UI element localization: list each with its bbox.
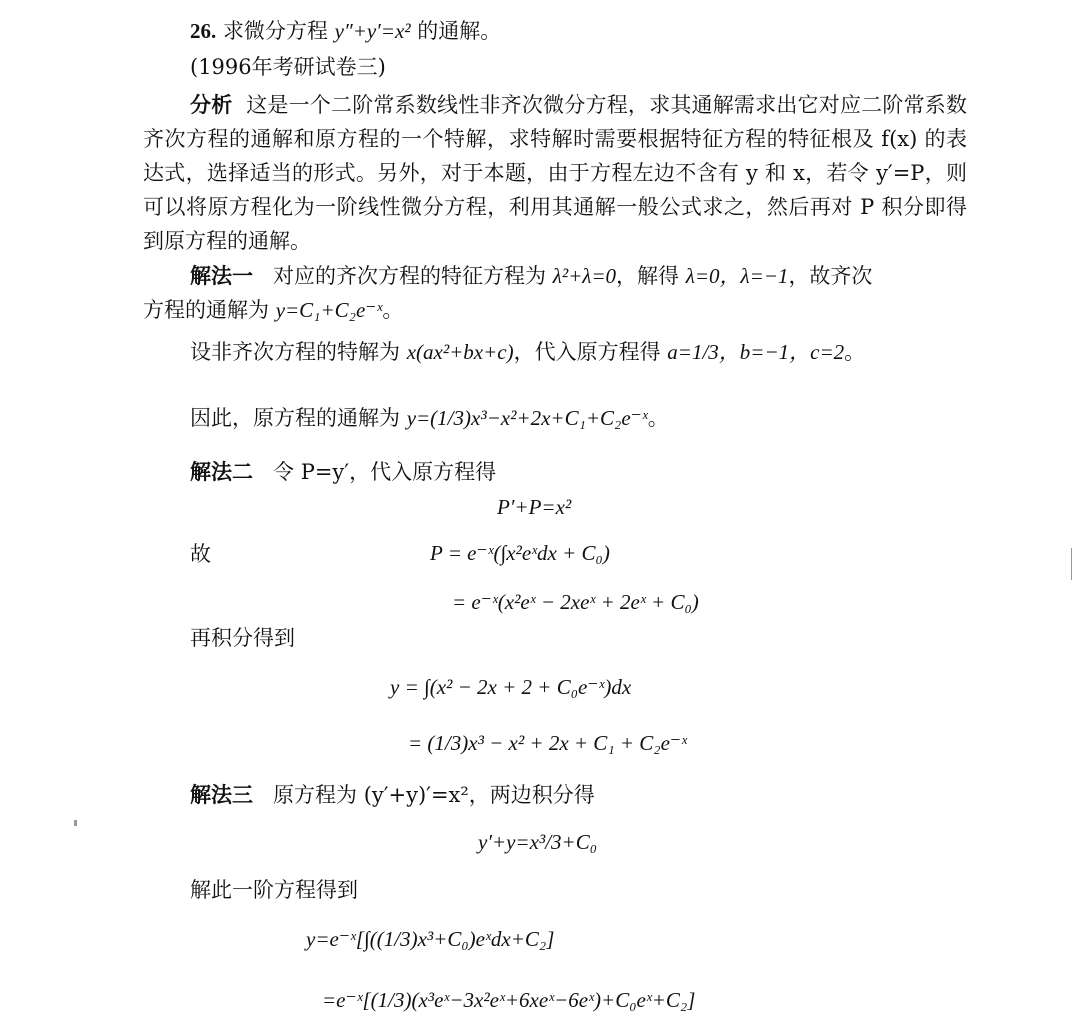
problem-equation: y″+y′=x² xyxy=(334,19,411,43)
method1-char-eq: λ²+λ=0 xyxy=(552,264,617,288)
problem-tail: 的通解。 xyxy=(417,19,502,43)
method1-particular-form: x(ax²+bx+c) xyxy=(406,340,514,364)
method2-eq3: = e⁻ˣ(x²eˣ − 2xeˣ + 2eˣ + C₀) xyxy=(452,590,699,614)
method1-line1 xyxy=(190,265,872,287)
method2-eq5: = (1/3)x³ − x² + 2x + C₁ + C₂e⁻ˣ xyxy=(408,731,687,755)
method2-intro: 令 P=y′，代入原方程得 xyxy=(273,460,497,484)
method1-roots: λ=0，λ=−1 xyxy=(685,264,789,288)
scan-speck xyxy=(74,820,77,826)
problem-number: 26. xyxy=(190,19,217,43)
problem-stem: 求微分方程 xyxy=(222,19,328,43)
method1-roots-text: ，解得 xyxy=(616,264,680,288)
scan-speck xyxy=(1071,548,1072,580)
method1-intro: 对应的齐次方程的特征方程为 xyxy=(273,264,547,288)
problem-source: (1996年考研试卷三) xyxy=(190,55,386,79)
method2-eq1: P′+P=x² xyxy=(497,495,572,519)
method1-particular-text: 设非齐次方程的特解为 xyxy=(190,340,400,364)
analysis-text: 这是一个二阶常系数线性非齐次微分方程，求其通解需求出它对应二阶常系数齐次方程的通解和原方程的一个特解，求特解时需要根据特征方程的特征根及 f(x) 的表达式，选择适当的形式。另外，对于本题，由于方程左边不含有 y 和 x，若令 y′=P，则可以将原方程化为一阶线性微分方程，利用其通解一般公式求之，然后再对 P 积分即得到原方程的通解。 xyxy=(143,93,967,253)
method3-eq3: =e⁻ˣ[(1/3)(x³eˣ−3x²eˣ+6xeˣ−6eˣ)+C₀eˣ+C₂] xyxy=(322,988,696,1012)
method3-eq2: y=e⁻ˣ[∫((1/3)x³+C₀)eˣdx+C₂] xyxy=(306,927,555,951)
method3-line1 xyxy=(190,784,595,806)
method1-general-solution: y=(1/3)x³−x²+2x+C₁+C₂e⁻ˣ xyxy=(406,406,648,430)
method2-hence: 故 xyxy=(190,542,211,566)
analysis-label: 分析 xyxy=(190,92,233,117)
method1-therefore-text: 因此，原方程的通解为 xyxy=(190,406,400,430)
problem-line xyxy=(190,21,501,42)
method2-integrate-text: 再积分得到 xyxy=(190,626,295,650)
method1-substitute-text: ，代入原方程得 xyxy=(513,340,661,364)
method1-homog-solution: y=C₁+C₂e⁻ˣ xyxy=(275,298,383,322)
method1-general-line: 因此，原方程的通解为 y=(1/3)x³−x²+2x+C₁+C₂e⁻ˣ。 xyxy=(190,406,669,430)
analysis-paragraph xyxy=(143,88,967,258)
method2-label: 解法二 xyxy=(190,459,253,484)
method2-line1 xyxy=(190,461,496,483)
method1-after-roots: ，故齐次 xyxy=(788,264,873,288)
method1-coef-rest: ，b=−1，c=2 xyxy=(718,340,845,364)
method1-particular-line: 设非齐次方程的特解为 x(ax²+bx+c)，代入原方程得 a=1/3，b=−1，c=2。 xyxy=(190,340,866,364)
method1-coef-a: a=1/3 xyxy=(667,340,719,364)
method3-solve-text: 解此一阶方程得到 xyxy=(190,878,358,902)
method1-line2: 方程的通解为 y=C₁+C₂e⁻ˣ。 xyxy=(143,298,404,322)
method2-eq2: P = e⁻ˣ(∫x²eˣdx + C₀) xyxy=(430,541,610,565)
method3-label: 解法三 xyxy=(190,782,253,807)
method1-line2-text: 方程的通解为 xyxy=(143,298,269,322)
method2-eq4: y = ∫(x² − 2x + 2 + C₀e⁻ˣ)dx xyxy=(390,675,632,699)
method1-label: 解法一 xyxy=(190,263,253,288)
method3-eq1: y′+y=x³/3+C₀ xyxy=(478,830,598,854)
method3-intro: 原方程为 (y′+y)′=x²，两边积分得 xyxy=(273,783,595,807)
